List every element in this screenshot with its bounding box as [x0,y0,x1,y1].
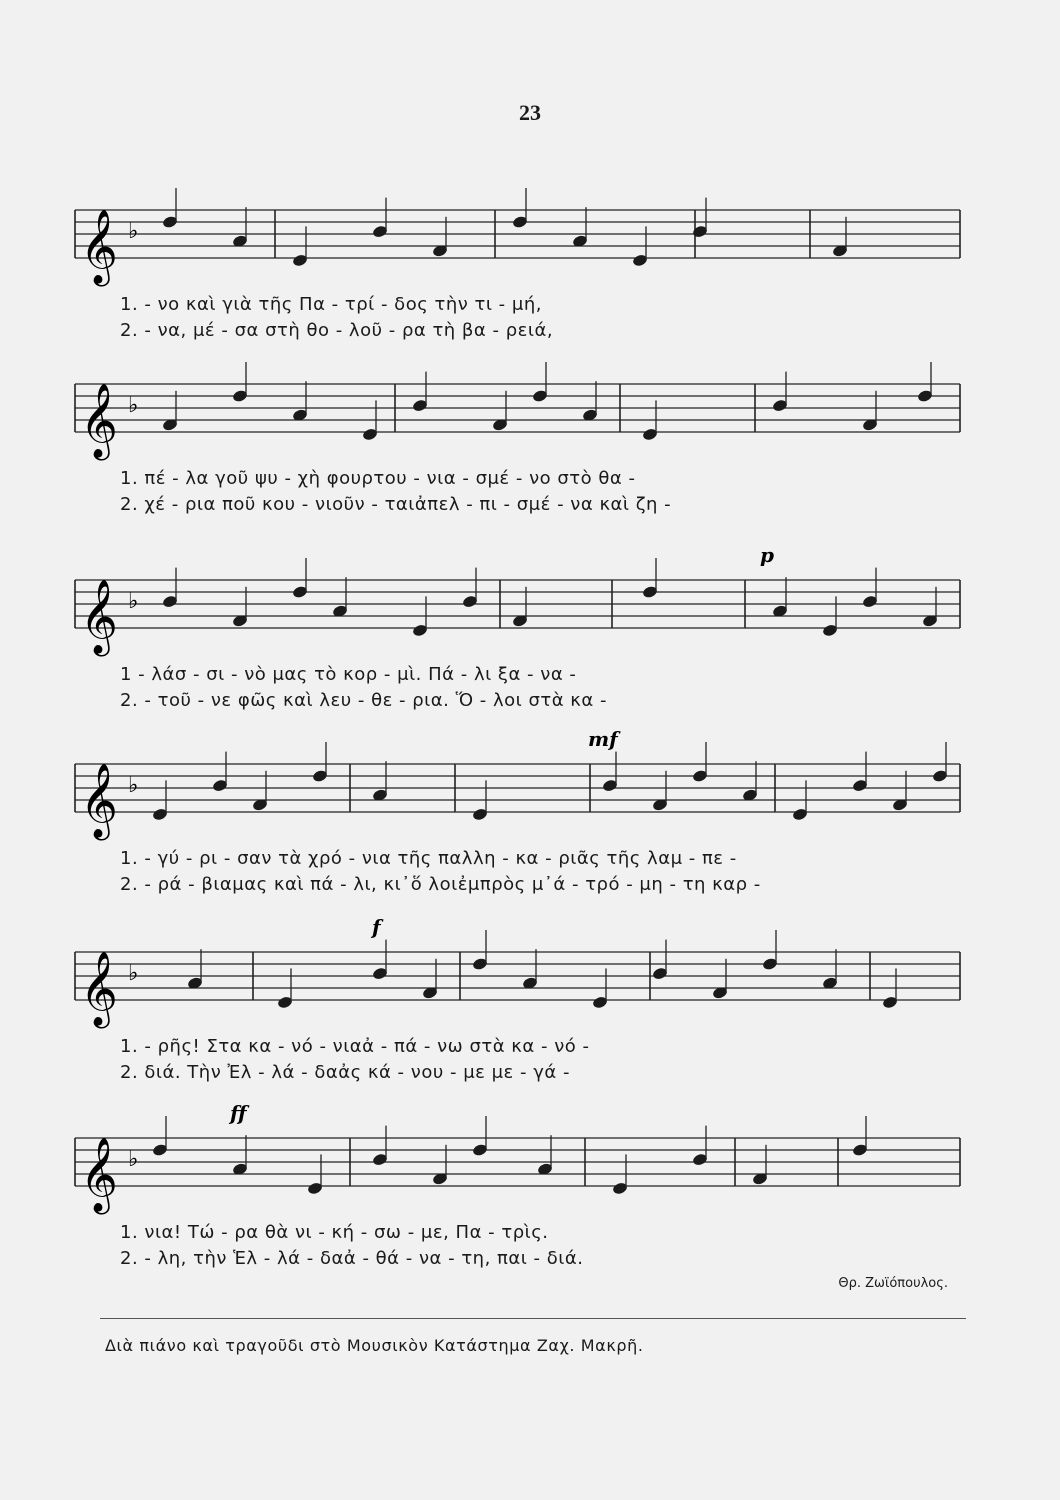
flat-key-signature-icon: ♭ [128,961,139,986]
treble-clef-icon: 𝄞 [80,764,118,838]
lyric-line-5-1: 1. - ρῆς! Στα κα - νό - νιαἀ - πά - νω στὰ κα - νό - [120,1036,590,1057]
lyric-line-1-1: 1. - νο καὶ γιὰ τῆς Πα - τρί - δος τὴν τι - μή, [120,294,542,315]
lyric-line-3-1: 1 - λάσ - σι - νὸ μας τὸ κορ - μὶ. Πά - λι ξα - να - [120,664,577,685]
footer-divider [100,1318,966,1319]
treble-clef-icon: 𝄞 [80,384,118,458]
lyric-line-6-2: 2. - λη, τὴν Ἑλ - λά - δαἀ - θά - να - τη, παι - διά. [120,1248,584,1269]
dynamic-marking: f [372,915,381,939]
treble-clef-icon: 𝄞 [80,1138,118,1212]
dynamic-marking: ff [230,1101,247,1125]
publisher-footer: Διὰ πιάνο καὶ τραγοῦδι στὸ Μουσικὸν Κατάστημα Ζαχ. Μακρῆ. [105,1336,644,1355]
lyric-line-6-1: 1. νια! Τώ - ρα θὰ νι - κή - σω - με, Πα - τρὶς. [120,1222,549,1243]
lyric-line-4-2: 2. - ρά - βιαμας καὶ πά - λι, κι᾿ὅ λοιἐμπρὸς μ᾿ά - τρό - μη - τη καρ - [120,874,761,895]
flat-key-signature-icon: ♭ [128,1147,139,1172]
lyric-line-1-2: 2. - να, μέ - σα στὴ θο - λοῦ - ρα τὴ βα - ρειά, [120,320,554,341]
treble-clef-icon: 𝄞 [80,952,118,1026]
flat-key-signature-icon: ♭ [128,219,139,244]
flat-key-signature-icon: ♭ [128,589,139,614]
flat-key-signature-icon: ♭ [128,773,139,798]
page-number: 23 [519,100,541,125]
dynamic-marking: p [760,543,774,567]
lyric-line-5-2: 2. διά. Τὴν Ἐλ - λά - δαἀς κά - νου - με με - γά - [120,1062,570,1083]
lyric-line-4-1: 1. - γύ - ρι - σαν τὰ χρό - νια τῆς παλλη - κα - ριᾶς τῆς λαμ - πε - [120,848,737,869]
composer-credit: Θρ. Ζωϊόπουλος. [838,1276,948,1291]
dynamic-marking: mf [588,727,618,751]
treble-clef-icon: 𝄞 [80,210,118,284]
treble-clef-icon: 𝄞 [80,580,118,654]
lyric-line-2-2: 2. χέ - ρια ποῦ κου - νιοῦν - ταιἀπελ - πι - σμέ - να καὶ ζη - [120,494,672,515]
lyric-line-2-1: 1. πέ - λα γοῦ ψυ - χὴ φουρτου - νια - σμέ - νο στὸ θα - [120,468,636,489]
flat-key-signature-icon: ♭ [128,393,139,418]
lyric-line-3-2: 2. - τοῦ - νε φῶς καὶ λευ - θε - ρια. Ὅ - λοι στὰ κα - [120,690,607,711]
